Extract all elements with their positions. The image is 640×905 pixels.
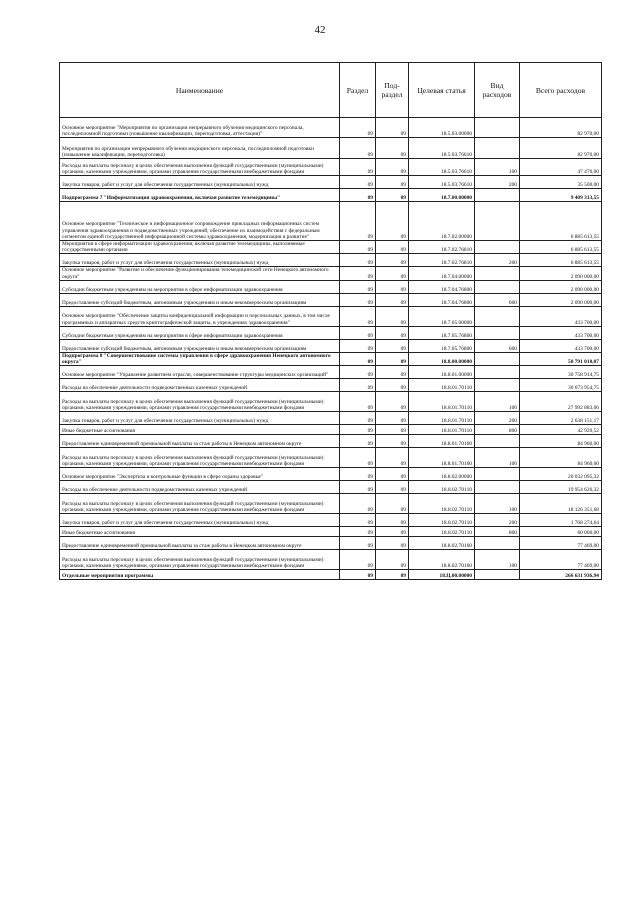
cell-name: Предоставление единовременной премиальной выплаты за стаж работы в Ненецком автономном округе xyxy=(60,435,340,448)
table-row xyxy=(60,138,602,159)
header-target-article: Целевая статья xyxy=(409,63,475,118)
cell-expense-type xyxy=(475,326,520,339)
cell-total: 82 970,00 xyxy=(520,118,602,138)
cell-name: Закупка товаров, работ и услуг для обеспечения государственных (муниципальных) нужд xyxy=(60,412,340,425)
cell-name: Мероприятия в сфере информатизации здравоохранения, включая развитие телемедицины, выполняемые государственными органами xyxy=(60,241,340,254)
cell-subsection: 09 xyxy=(376,138,409,159)
cell-expense-type: 800 xyxy=(475,527,520,537)
header-name: Наименование xyxy=(60,63,340,118)
cell-total: 60 000,00 xyxy=(520,527,602,537)
cell-target-article: 18.7.00.00000 xyxy=(409,189,475,202)
cell-section: 09 xyxy=(340,267,376,280)
cell-total: 433 700,00 xyxy=(520,339,602,352)
cell-name: Основное мероприятие "Экспертиза и контрольные функции в сфере охраны здоровья" xyxy=(60,468,340,481)
cell-expense-type: 100 xyxy=(475,550,520,570)
table-row xyxy=(60,379,602,392)
cell-subsection: 09 xyxy=(376,241,409,254)
cell-section: 09 xyxy=(340,293,376,306)
cell-subsection: 09 xyxy=(376,366,409,379)
cell-section: 09 xyxy=(340,189,376,202)
table-row xyxy=(60,366,602,379)
cell-target-article: 18.8.02.70160 xyxy=(409,537,475,550)
cell-section: 09 xyxy=(340,176,376,189)
table-row xyxy=(60,425,602,435)
table-row xyxy=(60,481,602,494)
table-header-row xyxy=(60,63,602,118)
cell-subsection: 09 xyxy=(376,159,409,176)
cell-name: Расходы на выплаты персоналу в целях обеспечения выполнения функций государственными (муниципальными) органами, казенными учреждениями, органами управления государственными внебюджетными фондами xyxy=(60,494,340,514)
cell-subsection: 09 xyxy=(376,254,409,267)
cell-name: Иные бюджетные ассигнования xyxy=(60,527,340,537)
cell-section: 09 xyxy=(340,326,376,339)
cell-total: 84 960,00 xyxy=(520,435,602,448)
table-row xyxy=(60,514,602,527)
header-section: Раздел xyxy=(340,63,376,118)
cell-total: 266 631 936,94 xyxy=(520,570,602,580)
cell-name: Предоставление единовременной премиальной выплаты за стаж работы в Ненецком автономном округе xyxy=(60,537,340,550)
cell-section: 09 xyxy=(340,494,376,514)
cell-section: 09 xyxy=(340,118,376,138)
cell-target-article: 18.7.02.76810 xyxy=(409,254,475,267)
table-row xyxy=(60,412,602,425)
cell-total: 18 126 351,68 xyxy=(520,494,602,514)
cell-section: 09 xyxy=(340,468,376,481)
cell-subsection: 09 xyxy=(376,435,409,448)
cell-total: 30 673 954,75 xyxy=(520,379,602,392)
cell-total: 9 409 313,55 xyxy=(520,189,602,202)
cell-section: 09 xyxy=(340,425,376,435)
cell-total: 27 992 883,06 xyxy=(520,392,602,412)
cell-name: Основное мероприятие "Техническое и информационное сопровождение прикладных информационных систем управления здравоохранения и подведомственных учреждений, обеспечение их взаимодействия с федеральным сегментом единой государственной информационной системы здравоохранения, модернизация и развитие" xyxy=(60,202,340,241)
cell-target-article: 18.7.05.76800 xyxy=(409,339,475,352)
cell-name: Основное мероприятие "Мероприятия по организации непрерывного обучения медицинского персонала, последипломной подготовки (повышение квалификации, переподготовка, аттестация)" xyxy=(60,118,340,138)
cell-subsection: 09 xyxy=(376,550,409,570)
cell-subsection: 09 xyxy=(376,494,409,514)
table-row xyxy=(60,326,602,339)
cell-expense-type xyxy=(475,267,520,280)
cell-subsection: 09 xyxy=(376,306,409,326)
cell-expense-type: 100 xyxy=(475,392,520,412)
cell-subsection: 09 xyxy=(376,118,409,138)
cell-name: Мероприятия по организации непрерывного обучения медицинского персонала, последипломной подготовки (повышение квалификации, переподготовка) xyxy=(60,138,340,159)
header-total: Всего расходов xyxy=(520,63,602,118)
cell-subsection: 09 xyxy=(376,448,409,468)
cell-section: 09 xyxy=(340,481,376,494)
cell-target-article: 18.Ц.00.00000 xyxy=(409,570,475,580)
cell-target-article: 18.7.05.76800 xyxy=(409,326,475,339)
table-row xyxy=(60,306,602,326)
page-number: 42 xyxy=(314,24,326,36)
cell-subsection: 09 xyxy=(376,202,409,241)
cell-expense-type xyxy=(475,481,520,494)
cell-section: 09 xyxy=(340,339,376,352)
table-row xyxy=(60,339,602,352)
table-row xyxy=(60,189,602,202)
cell-expense-type xyxy=(475,138,520,159)
cell-expense-type: 100 xyxy=(475,448,520,468)
table-row xyxy=(60,254,602,267)
header-expense-type: Вид расходов xyxy=(475,63,520,118)
cell-target-article: 18.7.04.76800 xyxy=(409,293,475,306)
cell-section: 09 xyxy=(340,159,376,176)
cell-subsection: 09 xyxy=(376,352,409,365)
cell-total: 77 469,00 xyxy=(520,550,602,570)
cell-total: 20 032 095,32 xyxy=(520,468,602,481)
cell-name: Основное мероприятие "Развитие и обеспечение функционирования телемедицинской сети Ненецкого автономного округа" xyxy=(60,267,340,280)
cell-expense-type xyxy=(475,241,520,254)
cell-name: Субсидии бюджетным учреждениям на мероприятия в сфере информатизации здравоохранения xyxy=(60,280,340,293)
cell-total: 2 090 000,00 xyxy=(520,280,602,293)
table-row xyxy=(60,550,602,570)
table-row xyxy=(60,392,602,412)
cell-subsection: 09 xyxy=(376,481,409,494)
cell-expense-type: 600 xyxy=(475,339,520,352)
cell-subsection: 09 xyxy=(376,189,409,202)
cell-target-article: 18.8.02.00000 xyxy=(409,468,475,481)
cell-section: 09 xyxy=(340,379,376,392)
cell-name: Предоставление субсидий бюджетным, автономным учреждениям и иным некоммерческим организациям xyxy=(60,293,340,306)
cell-name: Закупка товаров, работ и услуг для обеспечения государственных (муниципальных) нужд xyxy=(60,176,340,189)
cell-expense-type: 200 xyxy=(475,514,520,527)
cell-expense-type xyxy=(475,537,520,550)
cell-target-article: 18.7.05.00000 xyxy=(409,306,475,326)
cell-expense-type: 600 xyxy=(475,293,520,306)
table-row xyxy=(60,352,602,365)
cell-expense-type xyxy=(475,189,520,202)
cell-target-article: 18.7.02.00000 xyxy=(409,202,475,241)
cell-total: 2 638 151,17 xyxy=(520,412,602,425)
cell-total: 433 700,00 xyxy=(520,326,602,339)
cell-total: 50 791 010,07 xyxy=(520,352,602,365)
cell-expense-type xyxy=(475,202,520,241)
cell-expense-type xyxy=(475,435,520,448)
cell-section: 09 xyxy=(340,138,376,159)
cell-section: 09 xyxy=(340,241,376,254)
cell-total: 19 954 626,32 xyxy=(520,481,602,494)
cell-target-article: 18.8.02.70110 xyxy=(409,481,475,494)
cell-subsection: 09 xyxy=(376,280,409,293)
table-row xyxy=(60,293,602,306)
cell-subsection: 09 xyxy=(376,412,409,425)
cell-total: 433 700,00 xyxy=(520,306,602,326)
cell-expense-type: 800 xyxy=(475,425,520,435)
cell-expense-type xyxy=(475,570,520,580)
cell-target-article: 18.5.03.00000 xyxy=(409,118,475,138)
cell-subsection: 09 xyxy=(376,379,409,392)
cell-name: Предоставление субсидий бюджетным, автономным учреждениям и иным некоммерческим организациям xyxy=(60,339,340,352)
cell-target-article: 18.7.04.76800 xyxy=(409,280,475,293)
cell-name: Расходы на выплаты персоналу в целях обеспечения выполнения функций государственными (муниципальными) органами, казенными учреждениями, органами управления государственными внебюджетными фондами xyxy=(60,392,340,412)
cell-target-article: 18.8.02.70160 xyxy=(409,550,475,570)
cell-target-article: 18.8.02.70110 xyxy=(409,527,475,537)
cell-section: 09 xyxy=(340,527,376,537)
cell-total: 82 970,00 xyxy=(520,138,602,159)
cell-target-article: 18.8.01.70110 xyxy=(409,392,475,412)
cell-target-article: 18.8.01.70160 xyxy=(409,448,475,468)
cell-total: 2 090 000,00 xyxy=(520,267,602,280)
cell-subsection: 09 xyxy=(376,326,409,339)
table-row xyxy=(60,527,602,537)
cell-name: Закупка товаров, работ и услуг для обеспечения государственных (муниципальных) нужд xyxy=(60,254,340,267)
cell-section: 09 xyxy=(340,570,376,580)
cell-target-article: 18.8.01.70160 xyxy=(409,435,475,448)
cell-subsection: 09 xyxy=(376,267,409,280)
cell-total: 2 090 000,00 xyxy=(520,293,602,306)
cell-name: Расходы на выплаты персоналу в целях обеспечения выполнения функций государственными (муниципальными) органами, казенными учреждениями, органами управления государственными внебюджетными фондами xyxy=(60,159,340,176)
cell-section: 09 xyxy=(340,352,376,365)
cell-expense-type xyxy=(475,280,520,293)
cell-target-article: 18.5.03.76610 xyxy=(409,176,475,189)
cell-section: 09 xyxy=(340,392,376,412)
cell-expense-type xyxy=(475,468,520,481)
table-row xyxy=(60,118,602,138)
cell-name: Основное мероприятие "Обеспечение защиты конфиденциальной информации и персональных данных, в том числе программных и аппаратных средств криптографической защиты, в учреждениях здравоохранения" xyxy=(60,306,340,326)
cell-total: 1 768 274,64 xyxy=(520,514,602,527)
cell-expense-type xyxy=(475,118,520,138)
cell-subsection: 09 xyxy=(376,176,409,189)
cell-section: 09 xyxy=(340,280,376,293)
cell-section: 09 xyxy=(340,448,376,468)
header-subsection: Под-раздел xyxy=(376,63,409,118)
cell-expense-type: 200 xyxy=(475,412,520,425)
cell-expense-type xyxy=(475,366,520,379)
cell-section: 09 xyxy=(340,306,376,326)
table-row xyxy=(60,267,602,280)
cell-subsection: 09 xyxy=(376,537,409,550)
table-row xyxy=(60,202,602,241)
cell-subsection: 09 xyxy=(376,293,409,306)
cell-section: 09 xyxy=(340,537,376,550)
cell-name: Расходы на выплаты персоналу в целях обеспечения выполнения функций государственными (муниципальными) органами, казенными учреждениями, органами управления государственными внебюджетными фондами xyxy=(60,550,340,570)
budget-table xyxy=(59,62,602,580)
cell-total: 30 758 914,75 xyxy=(520,366,602,379)
cell-total: 47 470,00 xyxy=(520,159,602,176)
cell-name: Расходы на обеспечение деятельности подведомственных казенных учреждений xyxy=(60,481,340,494)
cell-name: Основное мероприятие "Управление развитием отрасли, совершенствование структуры медицинских организаций" xyxy=(60,366,340,379)
cell-target-article: 18.5.03.76610 xyxy=(409,138,475,159)
cell-name: Субсидии бюджетным учреждениям на мероприятия в сфере информатизации здравоохранения xyxy=(60,326,340,339)
cell-total: 84 960,00 xyxy=(520,448,602,468)
cell-total: 6 885 613,55 xyxy=(520,241,602,254)
cell-target-article: 18.8.00.00000 xyxy=(409,352,475,365)
cell-section: 09 xyxy=(340,435,376,448)
cell-target-article: 18.8.02.70110 xyxy=(409,494,475,514)
cell-expense-type: 100 xyxy=(475,159,520,176)
cell-target-article: 18.7.04.00000 xyxy=(409,267,475,280)
cell-expense-type: 200 xyxy=(475,254,520,267)
cell-name: Расходы на выплаты персоналу в целях обеспечения выполнения функций государственными (муниципальными) органами, казенными учреждениями, органами управления государственными внебюджетными фондами xyxy=(60,448,340,468)
cell-name: Подпрограмма 8 "Совершенствование системы управления в сфере здравоохранения Ненецкого автономного округа" xyxy=(60,352,340,365)
cell-total: 6 885 613,55 xyxy=(520,202,602,241)
table-row xyxy=(60,435,602,448)
cell-subsection: 09 xyxy=(376,392,409,412)
table-row xyxy=(60,494,602,514)
table-row xyxy=(60,537,602,550)
cell-target-article: 18.8.01.70110 xyxy=(409,425,475,435)
cell-target-article: 18.8.02.70110 xyxy=(409,514,475,527)
cell-name: Отдельные мероприятия программы xyxy=(60,570,340,580)
cell-name: Иные бюджетные ассигнования xyxy=(60,425,340,435)
cell-expense-type xyxy=(475,306,520,326)
table-row xyxy=(60,448,602,468)
cell-section: 09 xyxy=(340,254,376,267)
cell-target-article: 18.8.01.00000 xyxy=(409,366,475,379)
table-row xyxy=(60,468,602,481)
cell-target-article: 18.8.01.70110 xyxy=(409,379,475,392)
cell-target-article: 18.7.02.76810 xyxy=(409,241,475,254)
cell-expense-type: 200 xyxy=(475,176,520,189)
cell-expense-type xyxy=(475,352,520,365)
cell-total: 6 885 613,55 xyxy=(520,254,602,267)
cell-name: Подпрограмма 7 "Информатизация здравоохранения, включая развитие телемедицины" xyxy=(60,189,340,202)
cell-section: 09 xyxy=(340,550,376,570)
cell-section: 09 xyxy=(340,202,376,241)
cell-name: Расходы на обеспечение деятельности подведомственных казенных учреждений xyxy=(60,379,340,392)
table-row xyxy=(60,241,602,254)
cell-subsection: 09 xyxy=(376,339,409,352)
cell-expense-type xyxy=(475,379,520,392)
cell-section: 09 xyxy=(340,412,376,425)
cell-expense-type: 100 xyxy=(475,494,520,514)
cell-target-article: 18.8.01.70110 xyxy=(409,412,475,425)
cell-subsection: 09 xyxy=(376,468,409,481)
table-row xyxy=(60,159,602,176)
cell-subsection: 09 xyxy=(376,570,409,580)
table-row xyxy=(60,280,602,293)
cell-section: 09 xyxy=(340,514,376,527)
cell-subsection: 09 xyxy=(376,527,409,537)
cell-target-article: 18.5.03.76610 xyxy=(409,159,475,176)
cell-section: 09 xyxy=(340,366,376,379)
cell-total: 42 920,52 xyxy=(520,425,602,435)
cell-total: 35 500,00 xyxy=(520,176,602,189)
cell-subsection: 09 xyxy=(376,425,409,435)
table-row xyxy=(60,176,602,189)
table-row xyxy=(60,570,602,580)
cell-subsection: 09 xyxy=(376,514,409,527)
cell-name: Закупка товаров, работ и услуг для обеспечения государственных (муниципальных) нужд xyxy=(60,514,340,527)
cell-total: 77 469,00 xyxy=(520,537,602,550)
